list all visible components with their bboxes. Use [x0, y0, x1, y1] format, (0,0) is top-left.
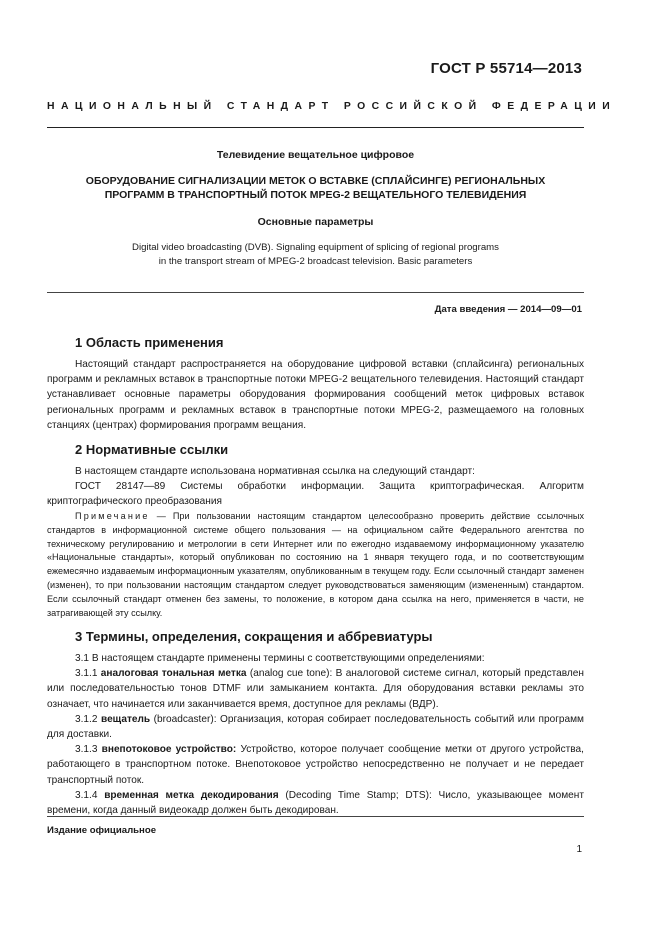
section-2-body: [47, 464, 584, 510]
national-standard-banner: НАЦИОНАЛЬНЫЙ СТАНДАРТ РОССИЙСКОЙ ФЕДЕРАЦИИ: [47, 101, 617, 112]
term-3-1-2-name: вещатель: [101, 713, 151, 725]
term-3-1-1-name: аналоговая тональная метка: [100, 668, 247, 680]
section-3-paragraph-1: 3.1 В настоящем стандарте применены термины с соответствующими определениями:: [75, 653, 485, 664]
section-2-note: [47, 510, 584, 620]
section-3-body: [47, 651, 584, 818]
gost-number: ГОСТ Р 55714—2013: [430, 60, 582, 77]
english-title-line-1: Digital video broadcasting (DVB). Signaling equipment of splicing of regional programs: [132, 242, 499, 253]
term-3-1-4-number: 3.1.4: [75, 789, 105, 801]
document-subtitle: Телевидение вещательное цифровое: [216, 149, 415, 161]
term-3-1-3-number: 3.1.3: [75, 744, 102, 756]
document-title-line-2: ПРОГРАММ В ТРАНСПОРТНЫЙ ПОТОК MPEG-2 ВЕЩАТЕЛЬНОГО ТЕЛЕВИДЕНИЯ: [104, 189, 527, 201]
document-title: [47, 174, 584, 202]
document-subtitle-parameters: Основные параметры: [257, 216, 374, 228]
section-3-heading: 3 Термины, определения, сокращения и аббревиатуры: [75, 629, 433, 644]
section-1-body: [47, 357, 584, 433]
introduction-date: Дата введения — 2014—09—01: [434, 304, 582, 315]
page-number: 1: [576, 844, 582, 855]
section-2-heading-wrap: [75, 442, 228, 457]
term-3-1-4-name: временная метка декодирования: [104, 789, 279, 801]
term-3-1-4-definition: (Decoding Time Stamp; DTS): Число, указывающее момент времени, когда данный видеокадр должен быть декодирован.: [47, 789, 584, 817]
official-edition-label: Издание официальное: [47, 825, 157, 836]
header-divider: [47, 127, 584, 128]
title-divider: [47, 292, 584, 293]
section-1-heading: 1 Область применения: [75, 335, 224, 350]
english-title-line-2: in the transport stream of MPEG-2 broadcast television. Basic parameters: [158, 255, 473, 267]
section-2-heading: 2 Нормативные ссылки: [75, 442, 229, 457]
term-3-1-2-definition: (broadcaster): Организация, которая собирает последовательность событий или программ для доставки.: [47, 713, 584, 741]
section-3-heading-wrap: [75, 629, 433, 644]
document-title-line-1: ОБОРУДОВАНИЕ СИГНАЛИЗАЦИИ МЕТОК О ВСТАВКЕ (СПЛАЙСИНГЕ) РЕГИОНАЛЬНЫХ: [85, 175, 546, 187]
term-3-1-1: [47, 666, 584, 712]
section-2-paragraph-1: В настоящем стандарте использована нормативная ссылка на следующий стандарт:: [75, 466, 475, 477]
term-3-1-3-definition: Устройство, которое получает сообщение метки от другого устройства, работающего в транспортном потоке. Внепотоковое устройство непосредственно не получает и не передает транспортный поток.: [47, 744, 584, 786]
english-title: [47, 241, 584, 268]
section-1-heading-wrap: [75, 335, 224, 350]
note-label: Примечание: [75, 511, 150, 521]
section-2-reference: ГОСТ 28147—89 Системы обработки информации. Защита криптографическая. Алгоритм криптографического преобразования: [47, 481, 584, 508]
term-3-1-2: [47, 712, 584, 742]
term-3-1-1-number: 3.1.1: [75, 668, 101, 680]
term-3-1-1-definition: (analog cue tone): В аналоговой системе сигнал, который представлен или последовательностью тонов DTMF или замыканием контакта. Для оборудования вставки рекламы это означает, что начинается или заканчивается время, доступное для рекламы (ВДР).: [47, 668, 584, 710]
term-3-1-3-name: внепотоковое устройство:: [101, 744, 237, 756]
footer-divider: [47, 816, 584, 817]
term-3-1-2-number: 3.1.2: [75, 713, 101, 725]
term-3-1-3: [47, 742, 584, 788]
note-text: — При пользовании настоящим стандартом целесообразно проверить действие ссылочных стандартов в информационной системе общего пользования — на официальном сайте Федерального агентства по техническому регулированию и метрологии в сети Интернет или по ежегодно издаваемому информационному указателю «Национальные стандарты», который опубликован по состоянию на 1 января текущего года, и по соответствующим ежемесячно издаваемым информационным указателям, опубликованным в текущем году. Если ссылочный стандарт заменен (изменен), то при пользовании настоящим стандартом следует руководствоваться заменяющим (измененным) стандартом. Если ссылочный стандарт отменен без замены, то положение, в котором дана ссылка на него, применяется в части, не затрагивающей эту ссылку.: [47, 511, 584, 618]
term-3-1-4: [47, 788, 584, 818]
section-1-paragraph: Настоящий стандарт распространяется на оборудование цифровой вставки (сплайсинга) региональных программ и рекламных вставок в транспортные потоки MPEG-2 вещательного телевидения. Настоящий стандарт устанавливает основные параметры оборудования формирования сообщений меток цифровых вставок региональных программ и рекламных вставок в транспортные потоки MPEG-2, размещаемого на головных станциях (центрах) формирования программ вещания.: [47, 359, 584, 431]
